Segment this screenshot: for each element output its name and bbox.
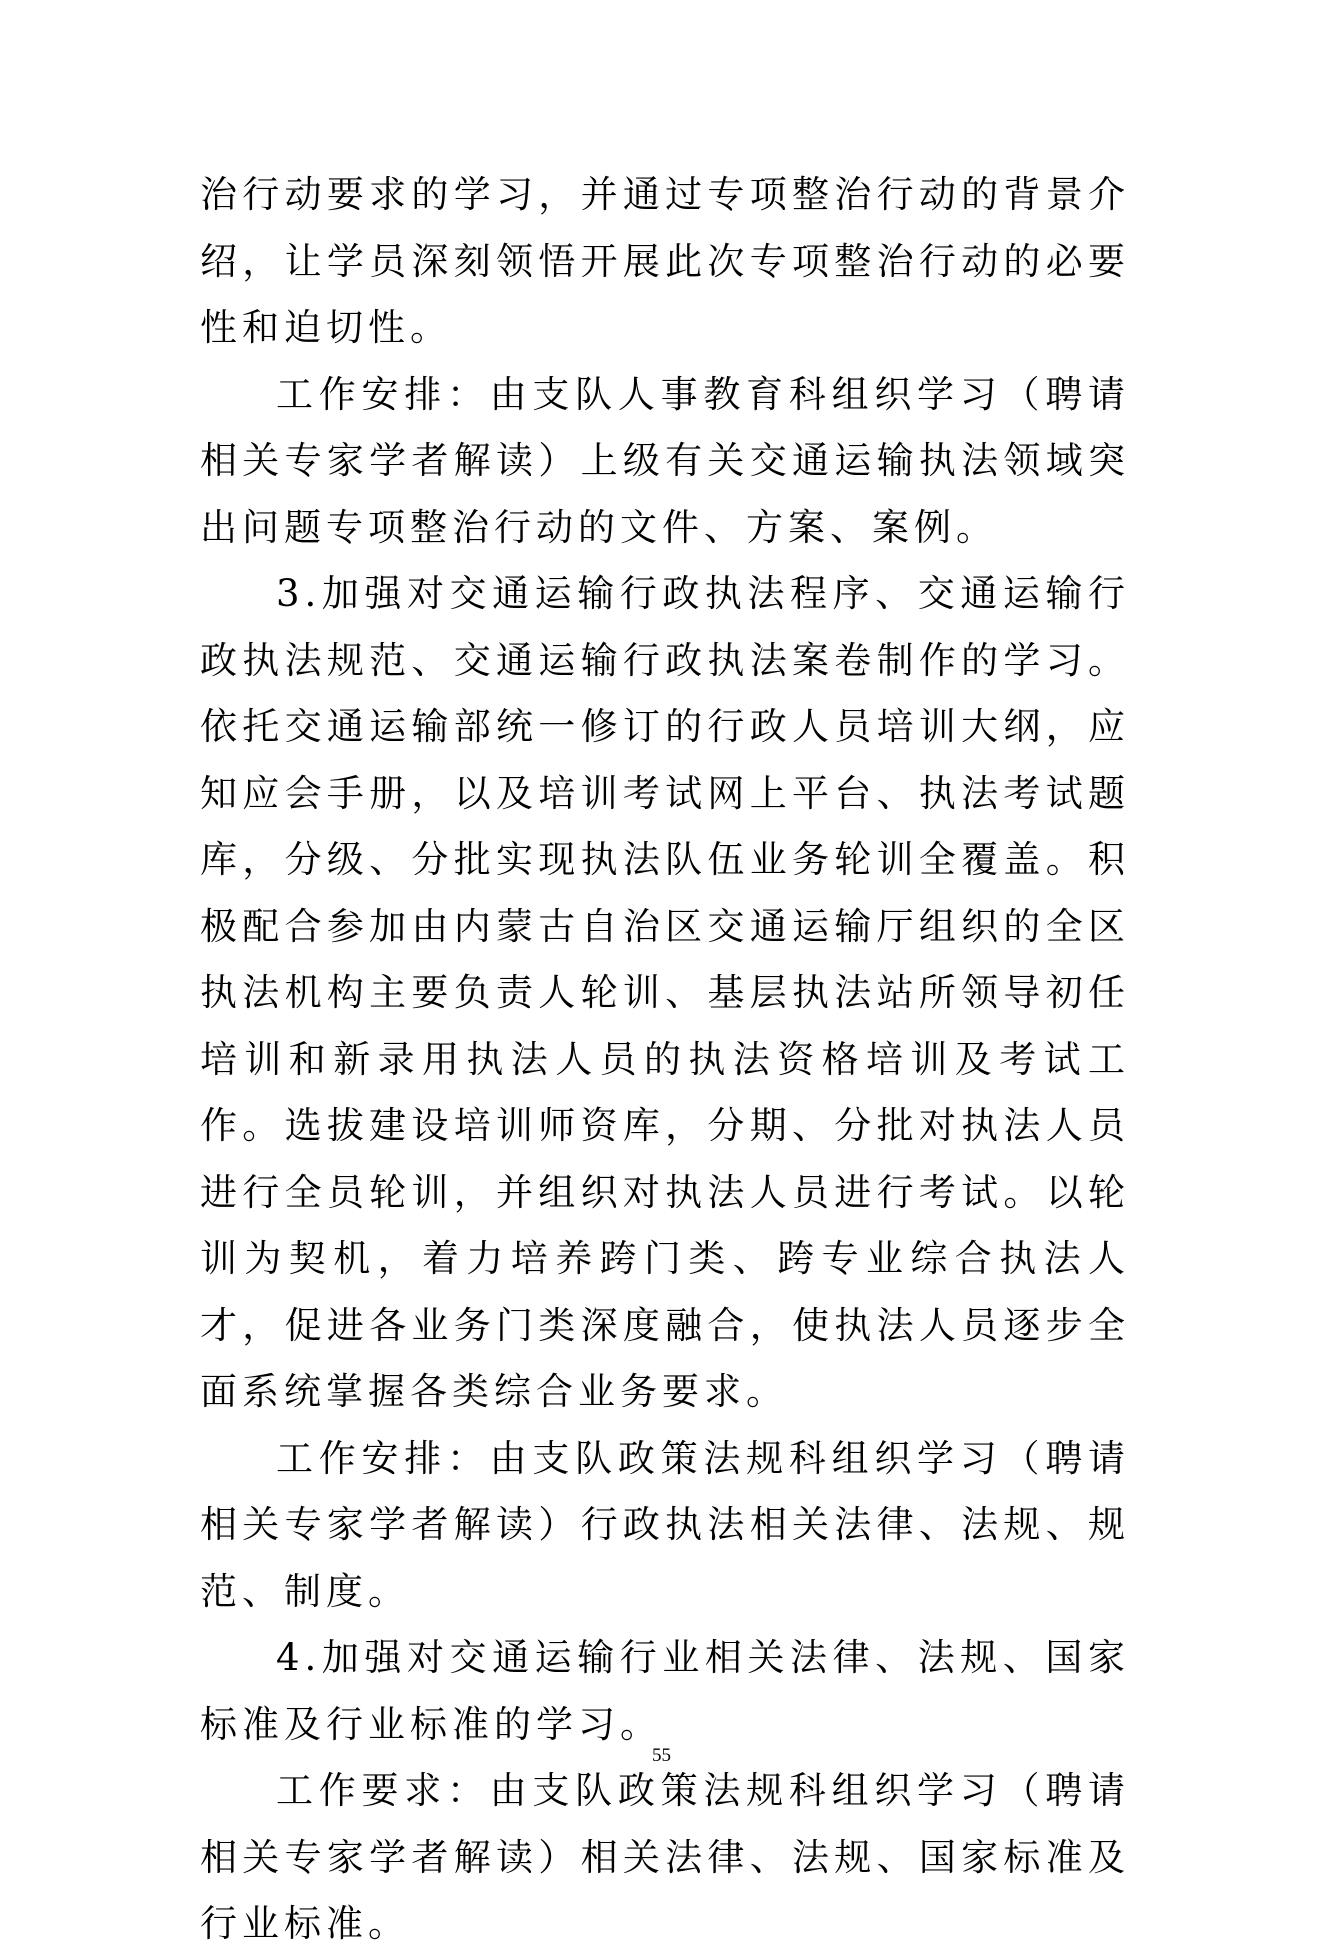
page-number: 55 bbox=[652, 1745, 671, 1766]
body-text bbox=[200, 162, 1130, 1958]
paragraph-work-arrangement-1: 工作安排：由支队人事教育科组织学习（聘请相关专家学者解读）上级有关交通运输执法领域突出问题专项整治行动的文件、方案、案例。 bbox=[200, 372, 1130, 549]
paragraph-item-4: 4.加强对交通运输行业相关法律、法规、国家标准及行业标准的学习。 bbox=[200, 1636, 1130, 1746]
paragraph-work-arrangement-2: 工作安排：由支队政策法规科组织学习（聘请相关专家学者解读）行政执法相关法律、法规、规范、制度。 bbox=[200, 1436, 1130, 1613]
paragraph-continuation: 治行动要求的学习，并通过专项整治行动的背景介绍，让学员深刻领悟开展此次专项整治行动的必要性和迫切性。 bbox=[200, 173, 1130, 349]
paragraph-work-requirement: 工作要求：由支队政策法规科组织学习（聘请相关专家学者解读）相关法律、法规、国家标准及行业标准。 bbox=[200, 1769, 1130, 1945]
paragraph-item-3: 3.加强对交通运输行政执法程序、交通运输行政执法规范、交通运输行政执法案卷制作的学习。依托交通运输部统一修订的行政人员培训大纲，应知应会手册，以及培训考试网上平台、执法考试题库，分级、分批实现执法队伍业务轮训全覆盖。积极配合参加由内蒙古自治区交通运输厅组织的全区执法机构主要负责人轮训、基层执法站所领导初任培训和新录用执法人员的执法资格培训及考试工作。选拔建设培训师资库，分期、分批对执法人员进行全员轮训，并组织对执法人员进行考试。以轮训为契机，着力培养跨门类、跨专业综合执法人才，促进各业务门类深度融合，使执法人员逐步全面系统掌握各类综合业务要求。 bbox=[200, 572, 1130, 1413]
